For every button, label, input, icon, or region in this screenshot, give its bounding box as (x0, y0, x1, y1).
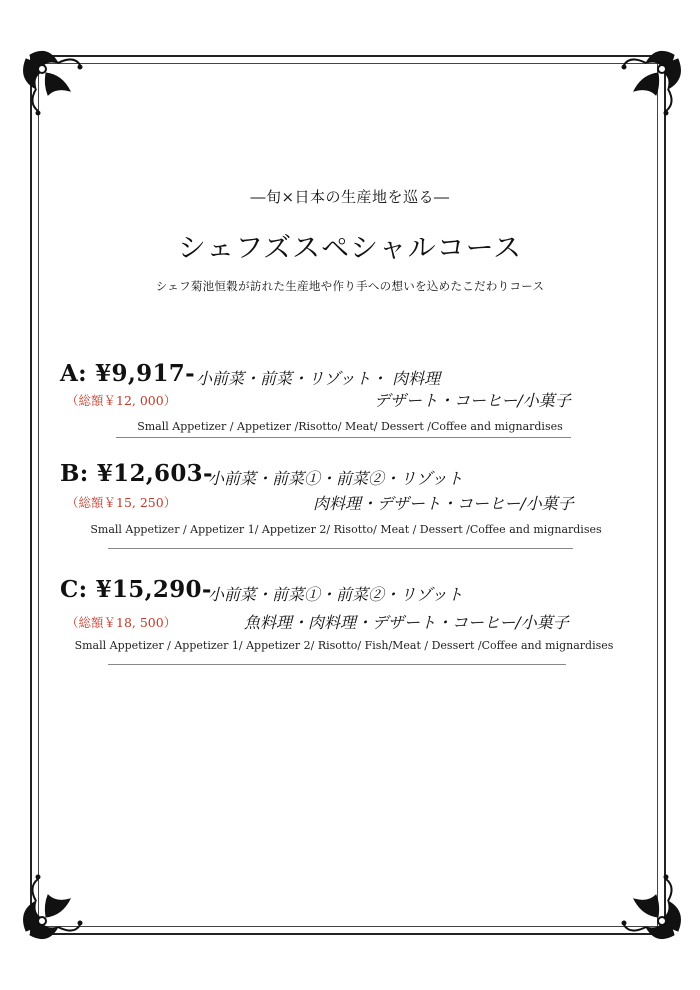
course-a-total-price: （総額￥12, 000） (66, 393, 177, 408)
course-a-english-dishes: Small Appetizer / Appetizer /Risotto/ Meat/ Dessert /Coffee and mignardises (137, 420, 563, 433)
course-a-price: A: ¥9,917- (60, 360, 195, 387)
course-a-dishes-line1: 小前菜・前菜・リゾット・ 肉料理 (196, 369, 441, 388)
course-b-english-dishes: Small Appetizer / Appetizer 1/ Appetizer 2/ Risotto/ Meat / Dessert /Coffee and mignardises (90, 523, 602, 536)
menu-description: シェフ菊池恒穀が訪れた生産地や作り手への想いを込めたこだわりコース (155, 279, 545, 293)
course-a-divider (116, 437, 571, 438)
corner-ornament-bottom-right-icon (616, 870, 686, 945)
course-c-divider (108, 664, 566, 665)
course-c-price: C: ¥15,290- (60, 576, 212, 603)
corner-ornament-top-right-icon (616, 45, 686, 120)
course-c-english-dishes: Small Appetizer / Appetizer 1/ Appetizer 2/ Risotto/ Fish/Meat / Dessert /Coffee and mignardises (74, 639, 614, 652)
course-c-dishes-line1: 小前菜・前菜①・前菜②・リゾット (208, 585, 464, 604)
menu-title: シェフズスペシャルコース (177, 231, 523, 264)
course-b-dishes-line1: 小前菜・前菜①・前菜②・リゾット (208, 469, 464, 488)
course-c-total-price: （総額￥18, 500） (66, 615, 177, 630)
menu-subtitle: ―旬×日本の生産地を巡る― (250, 188, 450, 206)
corner-ornament-bottom-left-icon (18, 870, 88, 945)
course-b-price: B: ¥12,603- (60, 460, 213, 487)
course-a-dishes-line2: デザート・コーヒー/小菓子 (374, 391, 571, 410)
course-b-divider (108, 548, 573, 549)
corner-ornament-top-left-icon (18, 45, 88, 120)
course-b-dishes-line2: 肉料理・デザート・コーヒー/小菓子 (313, 494, 574, 513)
course-b-total-price: （総額￥15, 250） (66, 495, 177, 510)
course-c-dishes-line2: 魚料理・肉料理・デザート・コーヒー/小菓子 (244, 613, 569, 632)
